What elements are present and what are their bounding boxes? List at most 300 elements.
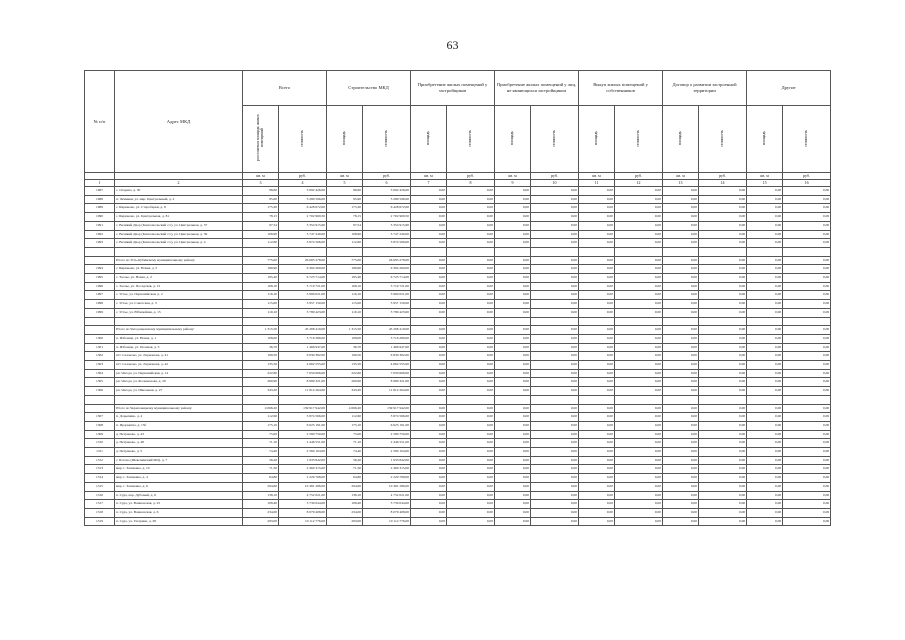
cell-zero-area: 0,00 — [747, 230, 783, 239]
cell-construction-cost: 3 289 596,00 — [363, 195, 411, 204]
cell-zero-cost: 0,00 — [615, 282, 663, 291]
cell-zero-area: 0,00 — [411, 369, 447, 378]
empty-cell — [85, 395, 115, 404]
header-group-development-agreement: Договор о развитии застроенной территории — [663, 71, 747, 106]
empty-cell — [363, 247, 411, 256]
cell-construction-area: 64,80 — [327, 474, 363, 483]
cell-total-cost: 3 990 021,00 — [279, 291, 327, 300]
cell-address: д. Петраково, д. 5 — [115, 448, 243, 457]
unit-label: кв. м — [579, 173, 615, 180]
cell-address: д. Петраково, д. 48 — [115, 439, 243, 448]
cell-no: 1993 — [85, 239, 115, 248]
cell-no: 1307 — [85, 413, 115, 422]
unit-label: кв. м — [243, 173, 279, 180]
cell-construction-cost: 2 229 768,00 — [363, 474, 411, 483]
cell-zero-cost: 0,00 — [699, 500, 747, 509]
cell-zero-area: 0,00 — [663, 430, 699, 439]
cell-zero-area: 0,00 — [411, 256, 447, 265]
cell-total-area: 112,60 — [243, 239, 279, 248]
cell-zero-cost: 0,00 — [615, 230, 663, 239]
cell-no: 1301 — [85, 343, 115, 352]
cell-zero-cost: 0,00 — [783, 404, 831, 413]
table-row — [85, 361, 831, 370]
header-group-developer-purchase: Приобретение жилых помещений у застройщиков — [411, 71, 495, 106]
cell-zero-area: 0,00 — [495, 230, 531, 239]
cell-construction-cost: 1 466 947,00 — [363, 343, 411, 352]
cell-zero-area: 0,00 — [495, 508, 531, 517]
cell-zero-cost: 0,00 — [447, 500, 495, 509]
cell-zero-area: 0,00 — [495, 482, 531, 491]
cell-zero-area: 0,00 — [579, 517, 615, 526]
empty-cell — [279, 247, 327, 256]
cell-construction-cost: 4 662 555,00 — [363, 361, 411, 370]
cell-total-area: 64,80 — [243, 474, 279, 483]
cell-total-cost: 2 446 551,00 — [279, 439, 327, 448]
unit-label: руб. — [531, 173, 579, 180]
cell-total-area: 138,10 — [243, 491, 279, 500]
cell-no: 1303 — [85, 361, 115, 370]
cell-construction-area: 75,00 — [327, 430, 363, 439]
cell-address: пгт. Сазоново, ул. Ларионова, д. 41 — [115, 352, 243, 361]
cell-total-cost: 6 830 382,00 — [279, 352, 327, 361]
cell-zero-area: 0,00 — [579, 465, 615, 474]
cell-total-cost: 3 874 566,00 — [279, 413, 327, 422]
cell-zero-cost: 0,00 — [447, 195, 495, 204]
cell-zero-cost: 0,00 — [531, 404, 579, 413]
table-row — [85, 221, 831, 230]
column-number: 3 — [243, 180, 279, 187]
table-row — [85, 456, 831, 465]
cell-construction-area: 112,60 — [327, 413, 363, 422]
cell-zero-cost: 0,00 — [615, 439, 663, 448]
cell-zero-area: 0,00 — [747, 456, 783, 465]
cell-zero-area: 0,00 — [579, 187, 615, 196]
cell-zero-cost: 0,00 — [783, 500, 831, 509]
cell-zero-cost: 0,00 — [699, 430, 747, 439]
cell-zero-cost: 0,00 — [615, 265, 663, 274]
cell-zero-cost: 0,00 — [447, 369, 495, 378]
cell-total-area: 95,60 — [243, 195, 279, 204]
cell-no: 1310 — [85, 439, 115, 448]
table-row — [85, 465, 831, 474]
cell-zero-area: 0,00 — [579, 421, 615, 430]
table-row — [85, 474, 831, 483]
cell-zero-cost: 0,00 — [783, 300, 831, 309]
cell-address: с. Бирюково, ул. Новая, д. 5 — [115, 265, 243, 274]
cell-zero-area: 0,00 — [747, 387, 783, 396]
cell-construction-area: 97,54 — [327, 221, 363, 230]
cell-zero-area: 0,00 — [747, 404, 783, 413]
cell-construction-cost: 3 730 044,00 — [363, 500, 411, 509]
cell-no: 1312 — [85, 456, 115, 465]
cell-zero-area: 0,00 — [663, 404, 699, 413]
cell-zero-area: 0,00 — [579, 474, 615, 483]
table-row — [85, 308, 831, 317]
empty-cell — [495, 317, 531, 326]
cell-no: 1309 — [85, 430, 115, 439]
cell-zero-cost: 0,00 — [699, 517, 747, 526]
cell-zero-cost: 0,00 — [699, 230, 747, 239]
cell-zero-area: 0,00 — [747, 343, 783, 352]
cell-zero-area: 0,00 — [663, 413, 699, 422]
cell-zero-cost: 0,00 — [615, 308, 663, 317]
cell-zero-cost: 0,00 — [531, 387, 579, 396]
cell-total-area: 135,50 — [243, 361, 279, 370]
cell-total-area: 36,70 — [243, 343, 279, 352]
cell-zero-cost: 0,00 — [699, 413, 747, 422]
cell-zero-cost: 0,00 — [447, 300, 495, 309]
table-row — [85, 491, 831, 500]
cell-zero-area: 0,00 — [579, 334, 615, 343]
cell-zero-cost: 0,00 — [447, 256, 495, 265]
empty-cell — [699, 247, 747, 256]
table-row — [85, 334, 831, 343]
cell-no: 1313 — [85, 465, 115, 474]
cell-total-cost: 8 079 408,00 — [279, 508, 327, 517]
cell-zero-cost: 0,00 — [699, 465, 747, 474]
cell-zero-area: 0,00 — [579, 308, 615, 317]
cell-construction-cost: 7 659 666,00 — [363, 369, 411, 378]
cell-zero-cost: 0,00 — [615, 500, 663, 509]
cell-zero-cost: 0,00 — [699, 456, 747, 465]
unit-label: кв. м — [495, 173, 531, 180]
cell-no — [85, 326, 115, 335]
cell-zero-area: 0,00 — [663, 265, 699, 274]
header-group-other: Другие — [747, 71, 831, 106]
cell-zero-cost: 0,00 — [447, 448, 495, 457]
cell-address: п. Ирдоматка, д. 15б — [115, 421, 243, 430]
column-number: 16 — [783, 180, 831, 187]
cell-zero-area: 0,00 — [663, 334, 699, 343]
empty-cell — [783, 395, 831, 404]
cell-construction-cost: 139 917 942,00 — [363, 404, 411, 413]
cell-total-cost: 8 980 321,00 — [279, 378, 327, 387]
empty-cell — [363, 317, 411, 326]
cell-zero-cost: 0,00 — [531, 326, 579, 335]
header-group-construction: Строительство МКД — [327, 71, 411, 106]
cell-zero-area: 0,00 — [411, 474, 447, 483]
cell-zero-cost: 0,00 — [783, 378, 831, 387]
table-row — [85, 439, 831, 448]
cell-total-area: 56,20 — [243, 456, 279, 465]
column-number: 1 — [85, 180, 115, 187]
cell-no: 1315 — [85, 482, 115, 491]
cell-zero-area: 0,00 — [495, 413, 531, 422]
cell-zero-cost: 0,00 — [615, 361, 663, 370]
cell-zero-area: 0,00 — [495, 204, 531, 213]
cell-zero-cost: 0,00 — [699, 221, 747, 230]
column-number: 5 — [327, 180, 363, 187]
cell-zero-area: 0,00 — [747, 369, 783, 378]
cell-zero-cost: 0,00 — [447, 430, 495, 439]
empty-cell — [495, 247, 531, 256]
resettlement-table — [84, 70, 831, 526]
cell-address: Итого по Череповецкому муниципальному району: — [115, 404, 243, 413]
cell-zero-area: 0,00 — [579, 195, 615, 204]
cell-total-area: 97,54 — [243, 221, 279, 230]
cell-zero-area: 0,00 — [579, 508, 615, 517]
cell-zero-area: 0,00 — [663, 221, 699, 230]
cell-total-cost: 2 580 750,00 — [279, 430, 327, 439]
cell-zero-area: 0,00 — [747, 482, 783, 491]
cell-zero-cost: 0,00 — [615, 448, 663, 457]
cell-zero-area: 0,00 — [411, 378, 447, 387]
cell-zero-cost: 0,00 — [699, 404, 747, 413]
cell-no: 1314 — [85, 474, 115, 483]
cell-total-cost: 3 747 240,00 — [279, 230, 327, 239]
cell-zero-cost: 0,00 — [615, 378, 663, 387]
cell-zero-area: 0,00 — [495, 213, 531, 222]
empty-cell — [243, 247, 279, 256]
column-number: 15 — [747, 180, 783, 187]
cell-zero-cost: 0,00 — [783, 213, 831, 222]
cell-zero-area: 0,00 — [747, 308, 783, 317]
cell-zero-area: 0,00 — [663, 448, 699, 457]
cell-zero-cost: 0,00 — [531, 291, 579, 300]
cell-zero-area: 0,00 — [747, 204, 783, 213]
empty-cell — [783, 247, 831, 256]
subheader-area-label: площадь — [762, 130, 767, 145]
cell-total-area: 775,00 — [243, 256, 279, 265]
cell-address: п. Дорыпино, д. 4 — [115, 413, 243, 422]
cell-zero-cost: 0,00 — [531, 413, 579, 422]
header-group-buyout: Выкуп жилых помещений у собственников — [579, 71, 663, 106]
cell-zero-cost: 0,00 — [531, 430, 579, 439]
cell-construction-area: 260,90 — [327, 378, 363, 387]
cell-zero-area: 0,00 — [495, 465, 531, 474]
cell-zero-area: 0,00 — [411, 482, 447, 491]
cell-total-cost: 10 481 286,00 — [279, 482, 327, 491]
cell-zero-cost: 0,00 — [783, 334, 831, 343]
cell-zero-area: 0,00 — [411, 221, 447, 230]
cell-construction-area: 175,20 — [327, 204, 363, 213]
subheader-cost-label: стоимость — [468, 129, 473, 147]
cell-total-area: 98,60 — [243, 187, 279, 196]
cell-zero-cost: 0,00 — [531, 517, 579, 526]
cell-no: 1304 — [85, 369, 115, 378]
empty-cell — [699, 395, 747, 404]
cell-no: 1308 — [85, 421, 115, 430]
cell-zero-area: 0,00 — [663, 378, 699, 387]
cell-total-cost: 3 957 150,00 — [279, 300, 327, 309]
empty-cell — [531, 317, 579, 326]
cell-zero-area: 0,00 — [495, 256, 531, 265]
cell-zero-cost: 0,00 — [615, 430, 663, 439]
cell-zero-area: 0,00 — [579, 326, 615, 335]
cell-total-cost: 26 695 278,00 — [279, 256, 327, 265]
cell-no: 1316 — [85, 491, 115, 500]
cell-zero-cost: 0,00 — [783, 361, 831, 370]
cell-zero-cost: 0,00 — [783, 352, 831, 361]
spacer-row — [85, 395, 831, 404]
cell-zero-area: 0,00 — [747, 352, 783, 361]
unit-label: руб. — [363, 173, 411, 180]
cell-zero-cost: 0,00 — [783, 465, 831, 474]
cell-total-area: 108,90 — [243, 230, 279, 239]
cell-zero-cost: 0,00 — [447, 352, 495, 361]
cell-zero-area: 0,00 — [411, 187, 447, 196]
cell-zero-area: 0,00 — [747, 291, 783, 300]
cell-address: мкр. г. Зазнаевка, д. 6 — [115, 482, 243, 491]
cell-construction-area: 108,40 — [327, 500, 363, 509]
cell-total-area: 78,15 — [243, 213, 279, 222]
cell-zero-area: 0,00 — [663, 274, 699, 283]
cell-zero-area: 0,00 — [747, 195, 783, 204]
unit-label: руб. — [699, 173, 747, 180]
subheader-area — [663, 106, 699, 173]
empty-cell — [327, 317, 363, 326]
cell-zero-cost: 0,00 — [783, 508, 831, 517]
cell-construction-cost: 3 789 423,00 — [363, 308, 411, 317]
subheader-cost-label: стоимость — [384, 129, 389, 147]
cell-zero-area: 0,00 — [495, 308, 531, 317]
cell-total-area: 112,60 — [243, 413, 279, 422]
cell-no: 1998 — [85, 300, 115, 309]
cell-zero-cost: 0,00 — [615, 213, 663, 222]
cell-zero-cost: 0,00 — [615, 369, 663, 378]
empty-cell — [327, 247, 363, 256]
cell-zero-cost: 0,00 — [447, 274, 495, 283]
empty-cell — [699, 317, 747, 326]
empty-cell — [447, 395, 495, 404]
subheader-area-label: площадь — [594, 130, 599, 145]
cell-zero-cost: 0,00 — [531, 378, 579, 387]
cell-zero-cost: 0,00 — [447, 439, 495, 448]
cell-zero-area: 0,00 — [495, 474, 531, 483]
cell-zero-area: 0,00 — [663, 308, 699, 317]
table-row — [85, 204, 831, 213]
cell-construction-cost: 8 079 408,00 — [363, 508, 411, 517]
cell-zero-area: 0,00 — [411, 291, 447, 300]
cell-zero-area: 0,00 — [495, 343, 531, 352]
empty-cell — [531, 247, 579, 256]
subheader-area — [579, 106, 615, 173]
subheader-area — [747, 106, 783, 173]
cell-construction-cost: 6 830 382,00 — [363, 352, 411, 361]
cell-zero-cost: 0,00 — [699, 187, 747, 196]
cell-zero-cost: 0,00 — [531, 187, 579, 196]
cell-address: п. Суда, ул. Воинонская, д. 6 — [115, 508, 243, 517]
cell-construction-area: 775,00 — [327, 256, 363, 265]
cell-address: Итого по Усть-Кубинскому муниципальному району: — [115, 256, 243, 265]
cell-zero-area: 0,00 — [495, 352, 531, 361]
cell-zero-area: 0,00 — [663, 195, 699, 204]
cell-zero-cost: 0,00 — [531, 439, 579, 448]
cell-construction-cost: 45 268 419,00 — [363, 326, 411, 335]
table-row — [85, 517, 831, 526]
empty-cell — [663, 247, 699, 256]
cell-total-cost: 7 659 666,00 — [279, 369, 327, 378]
cell-construction-cost: 3 747 240,00 — [363, 230, 411, 239]
cell-total-cost: 139 917 942,00 — [279, 404, 327, 413]
cell-address: с. Устье, ул. Первомайская, д. 2 — [115, 291, 243, 300]
cell-zero-area: 0,00 — [663, 213, 699, 222]
cell-zero-cost: 0,00 — [783, 517, 831, 526]
cell-total-area: 108,00 — [243, 334, 279, 343]
cell-zero-area: 0,00 — [495, 439, 531, 448]
empty-cell — [327, 395, 363, 404]
cell-zero-area: 0,00 — [495, 517, 531, 526]
subheader-cost — [699, 106, 747, 173]
cell-address: с. Бирюково, ул. Старобарки, д. 8 — [115, 204, 243, 213]
cell-no: 1995 — [85, 274, 115, 283]
cell-total-area: 222,60 — [243, 369, 279, 378]
cell-zero-cost: 0,00 — [615, 352, 663, 361]
cell-zero-cost: 0,00 — [531, 369, 579, 378]
cell-zero-cost: 0,00 — [699, 213, 747, 222]
cell-zero-cost: 0,00 — [447, 387, 495, 396]
cell-total-area: 74,40 — [243, 448, 279, 457]
cell-zero-area: 0,00 — [411, 326, 447, 335]
cell-zero-cost: 0,00 — [783, 491, 831, 500]
table-row — [85, 274, 831, 283]
cell-zero-area: 0,00 — [411, 448, 447, 457]
cell-address: п. Суда, пер. Дубовый, д. 6 — [115, 491, 243, 500]
cell-zero-area: 0,00 — [663, 482, 699, 491]
cell-zero-area: 0,00 — [747, 491, 783, 500]
empty-cell — [85, 317, 115, 326]
cell-zero-cost: 0,00 — [531, 274, 579, 283]
unit-label: кв. м — [411, 173, 447, 180]
cell-zero-cost: 0,00 — [699, 482, 747, 491]
cell-zero-area: 0,00 — [495, 187, 531, 196]
cell-zero-cost: 0,00 — [447, 265, 495, 274]
cell-construction-cost: 3 719 721,00 — [363, 282, 411, 291]
cell-zero-area: 0,00 — [663, 439, 699, 448]
cell-zero-area: 0,00 — [747, 256, 783, 265]
cell-zero-area: 0,00 — [579, 204, 615, 213]
cell-zero-cost: 0,00 — [531, 482, 579, 491]
cell-construction-cost: 2 460 315,00 — [363, 465, 411, 474]
cell-total-area: 110,10 — [243, 308, 279, 317]
cell-construction-cost: 4 752 021,00 — [363, 491, 411, 500]
cell-zero-area: 0,00 — [579, 361, 615, 370]
cell-zero-cost: 0,00 — [615, 187, 663, 196]
table-row — [85, 378, 831, 387]
cell-zero-area: 0,00 — [411, 230, 447, 239]
cell-zero-cost: 0,00 — [447, 482, 495, 491]
subheader-area — [243, 106, 279, 173]
cell-zero-cost: 0,00 — [699, 195, 747, 204]
cell-construction-cost: 3 716 280,00 — [363, 334, 411, 343]
cell-zero-cost: 0,00 — [447, 413, 495, 422]
cell-construction-area: 56,20 — [327, 456, 363, 465]
cell-no: 1311 — [85, 448, 115, 457]
cell-no: 1987 — [85, 187, 115, 196]
unit-label: руб. — [615, 173, 663, 180]
cell-zero-cost: 0,00 — [447, 291, 495, 300]
cell-address: с. Великий Двор (Комсомольский с/с), ул. Центральная, д. 37 — [115, 221, 243, 230]
cell-zero-cost: 0,00 — [615, 456, 663, 465]
cell-zero-cost: 0,00 — [615, 221, 663, 230]
cell-zero-cost: 0,00 — [447, 230, 495, 239]
cell-total-area: 108,40 — [243, 500, 279, 509]
cell-construction-cost: 6 304 260,00 — [363, 265, 411, 274]
table-row — [85, 500, 831, 509]
cell-zero-cost: 0,00 — [531, 282, 579, 291]
cell-construction-area: 112,60 — [327, 239, 363, 248]
cell-construction-area: 115,00 — [327, 300, 363, 309]
cell-zero-cost: 0,00 — [531, 352, 579, 361]
cell-zero-area: 0,00 — [663, 230, 699, 239]
cell-zero-area: 0,00 — [747, 474, 783, 483]
cell-construction-area: 222,60 — [327, 369, 363, 378]
cell-total-cost: 6 428 672,00 — [279, 204, 327, 213]
cell-zero-cost: 0,00 — [447, 187, 495, 196]
table-row — [85, 387, 831, 396]
subheader-area — [327, 106, 363, 173]
cell-zero-area: 0,00 — [663, 204, 699, 213]
